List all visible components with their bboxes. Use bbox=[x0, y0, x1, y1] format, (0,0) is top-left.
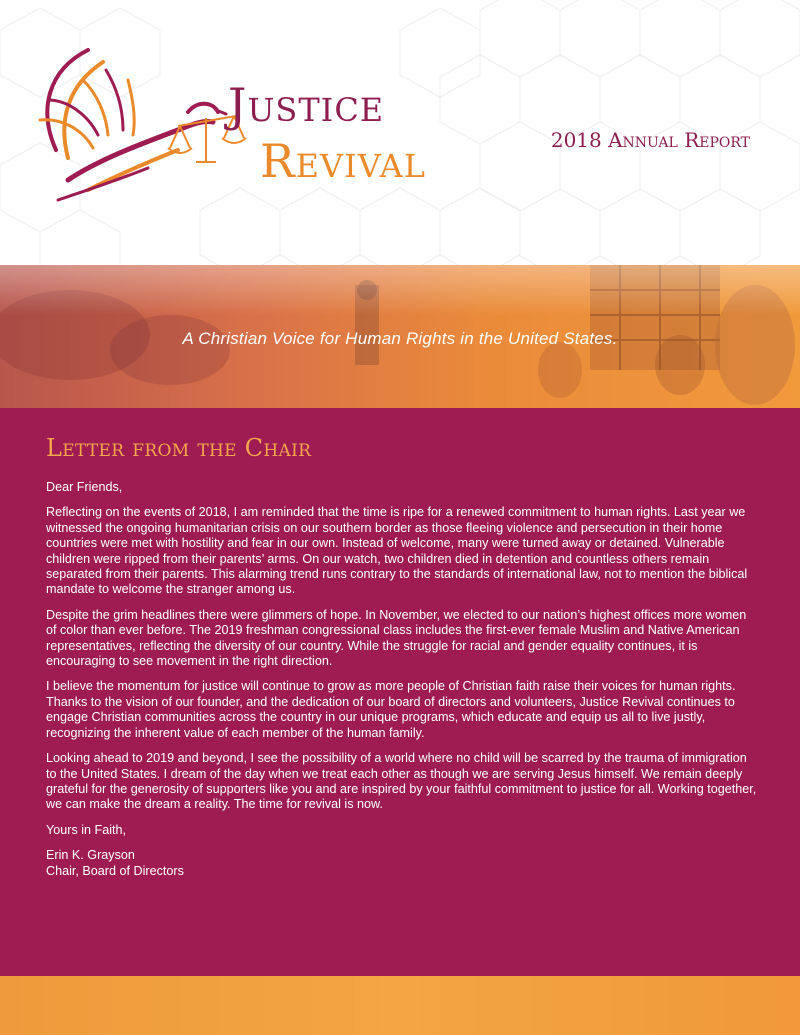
letter-paragraph: I believe the momentum for justice will continue to grow as more people of Christian faith raise their voices for human rights. Thanks to the vision of our founder, and the dedication of our board of directors and volunteers, Justice Revival continues to engage Christian communities across the country in our unique programs, which educate and equip us all to live justly, recognizing the inherent value of each member of the human family. bbox=[46, 679, 736, 740]
report-title: 2018 Annual Report bbox=[550, 128, 750, 152]
letter-greeting: Dear Friends, bbox=[46, 480, 123, 494]
page-header bbox=[0, 0, 800, 265]
letter-paragraph: Looking ahead to 2019 and beyond, I see the possibility of a world where no child will be scarred by the trauma of immigration to the United States. I dream of the day when we treat each other as though we are serving Jesus himself. We remain deeply grateful for the generosity of supporters like you and are inspired by your faithful commitment to justice for all. Working together, we can make the dream a reality. The time for revival is now. bbox=[46, 751, 757, 812]
letter-signature bbox=[46, 848, 758, 879]
footer-color-bar bbox=[0, 976, 800, 1035]
signer-title: Chair, Board of Directors bbox=[46, 863, 184, 878]
hero-banner bbox=[0, 265, 800, 408]
tagline: A Christian Voice for Human Rights in the United States. bbox=[182, 329, 618, 348]
dove-scales-logo bbox=[28, 40, 248, 215]
signer-name: Erin K. Grayson bbox=[46, 848, 135, 863]
brand-name-revival: Revival bbox=[260, 134, 427, 188]
letter-paragraph: Reflecting on the events of 2018, I am reminded that the time is ripe for a renewed commitment to human rights. Last year we witnessed the ongoing humanitarian crisis on our southern border as those fleeing violence and persecution in their home countries were met with hostility and fear in our own. Instead of welcome, many were turned away or detained. Vulnerable children were ripped from their parents’ arms. On our watch, two children died in detention and countless others remain separated from their parents. This alarming trend runs contrary to the standards of international law, not to mention the biblical mandate to welcome the stranger among us. bbox=[46, 505, 748, 597]
letter-paragraph: Despite the grim headlines there were glimmers of hope. In November, we elected to our nation’s highest offices more women of color than ever before. The 2019 freshman congressional class includes the first-ever female Muslim and Native American representatives, reflecting the diversity of our country. While the struggle for racial and gender equality continues, it is encouraging to see movement in the right direction. bbox=[46, 607, 747, 669]
letter-heading: Letter from the Chair bbox=[46, 434, 312, 462]
brand-wordmark bbox=[228, 78, 427, 188]
brand-name-justice: Justice bbox=[228, 78, 385, 132]
letter-body bbox=[46, 480, 758, 879]
letter-section bbox=[0, 408, 800, 976]
letter-closing: Yours in Faith, bbox=[46, 822, 127, 837]
